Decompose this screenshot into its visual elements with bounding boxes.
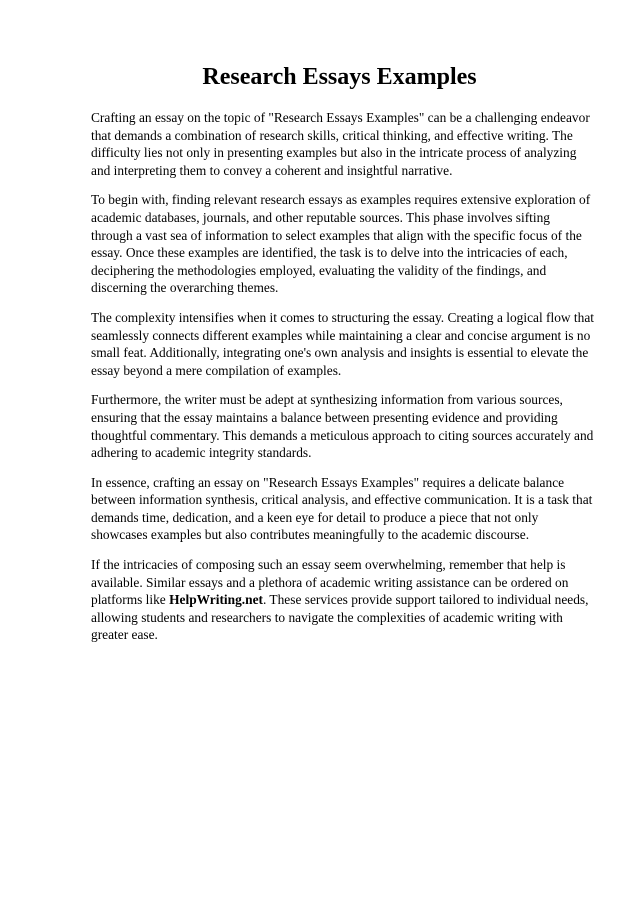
paragraph-1: Crafting an essay on the topic of "Research Essays Examples" can be a challenging endeavor that demands a combination of research skills, critical thinking, and effective writing. The difficulty lies not only in presenting examples but also in the intricate process of analyzing and interpreting them to convey a coherent and insightful narrative.: [91, 110, 590, 178]
helpwriting-link-text: HelpWriting.net: [169, 592, 263, 608]
paragraph-4: Furthermore, the writer must be adept at synthesizing information from various sources, ensuring that the essay maintains a balance between presenting evidence and providing thoughtful commentary. This demands a meticulous approach to citing sources accurately and adhering to academic integrity standards.: [91, 392, 594, 461]
paragraph-6-after-link: . These services provide support tailored to individual needs, allowing students and researchers to navigate the complexities of academic writing with greater ease.: [91, 592, 589, 643]
paragraph-6: [91, 556, 594, 644]
paragraph-3: The complexity intensifies when it comes to structuring the essay. Creating a logical flow that seamlessly connects different examples while maintaining a clear and concise argument is no small feat. Additionally, integrating one's own analysis and insights is essential to elevate the essay beyond a mere compilation of examples.: [91, 309, 595, 378]
paragraph-5: In essence, crafting an essay on "Research Essays Examples" requires a delicate balance between information synthesis, critical analysis, and effective communication. It is a task that demands time, dedication, and a keen eye for detail to produce a piece that not only showcases examples but also contributes meaningfully to the academic discourse.: [91, 474, 593, 543]
paragraph-6-before-link: If the intricacies of composing such an essay seem overwhelming, remember that help is available. Similar essays and a plethora of academic writing assistance can be ordered on platforms like: [91, 557, 569, 608]
paragraph-2: To begin with, finding relevant research essays as examples requires extensive exploration of academic databases, journals, and other reputable sources. This phase involves sifting through a vast sea of information to select examples that align with the specific focus of the essay. Once these examples are identified, the task is to delve into the intricacies of each, deciphering the methodologies employed, evaluating the validity of the findings, and discerning the overarching themes.: [91, 192, 591, 296]
document-title: Research Essays Examples: [202, 64, 477, 90]
